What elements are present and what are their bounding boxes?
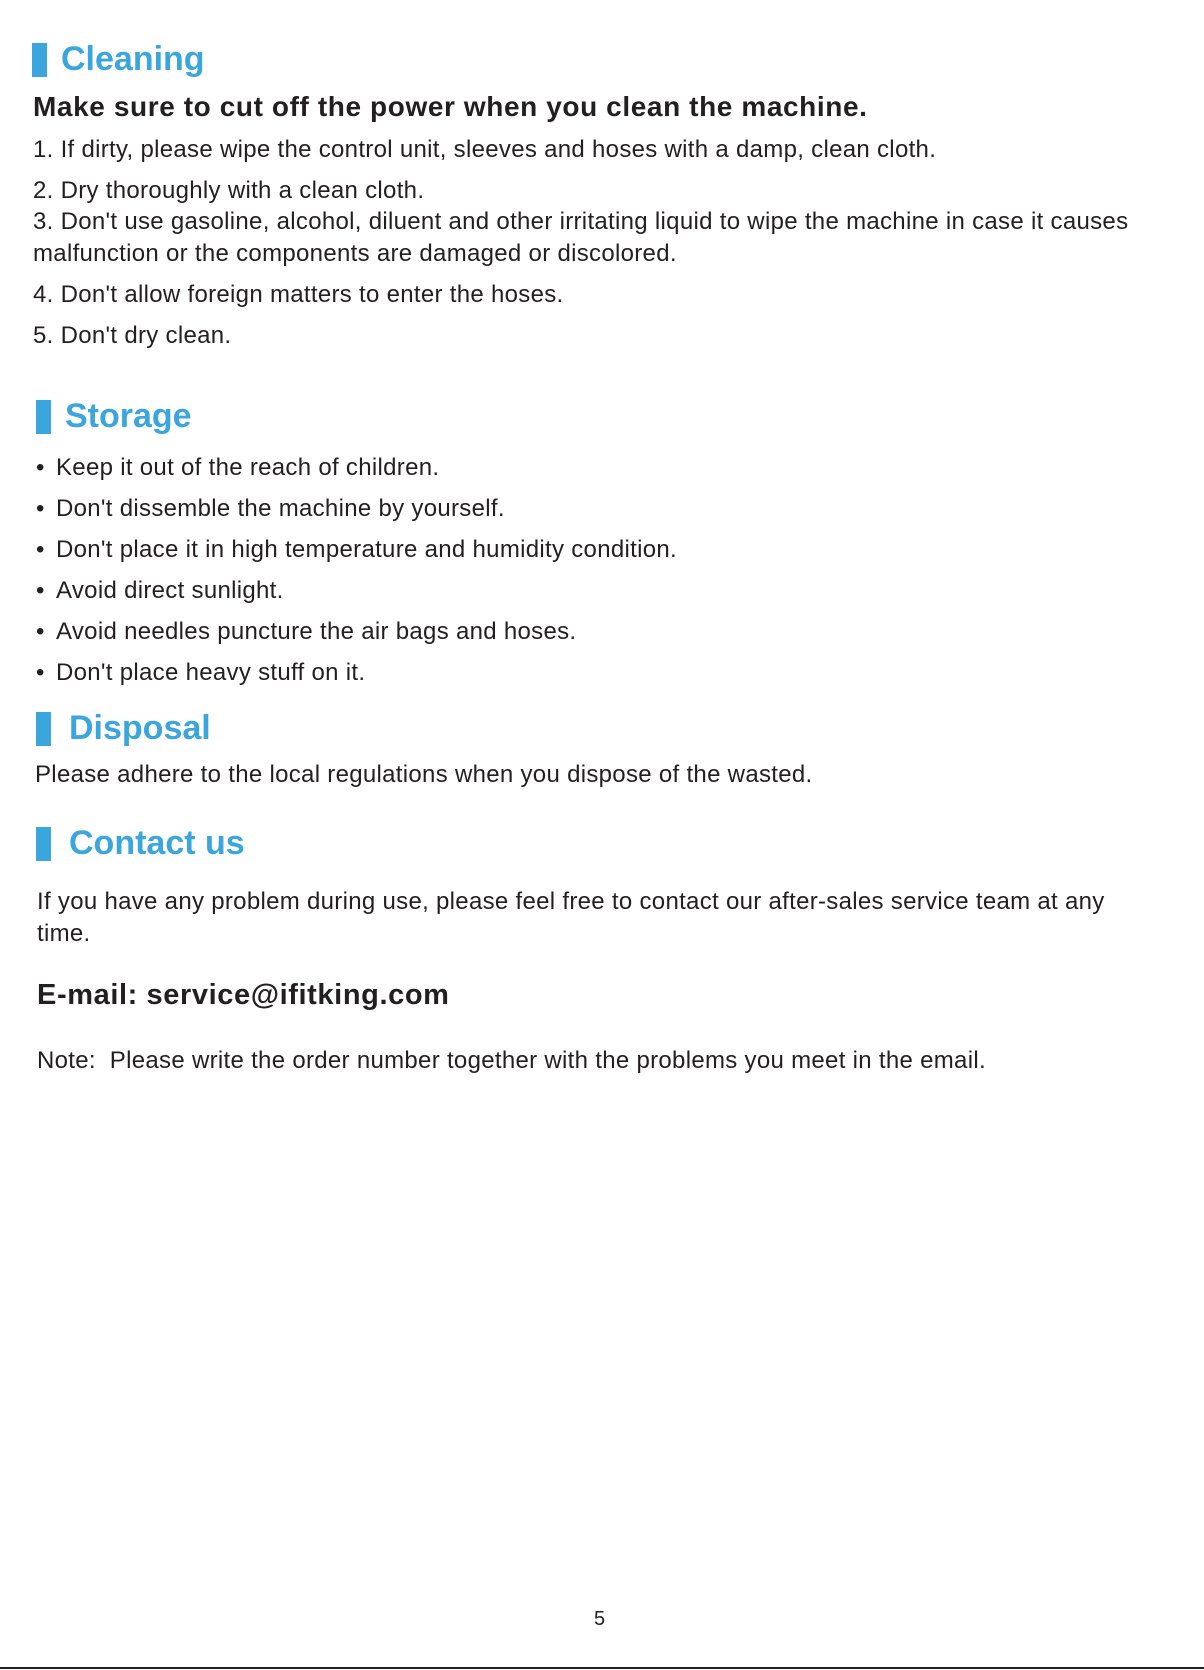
heading-marker (36, 827, 51, 861)
cleaning-item-1: 1. If dirty, please wipe the control unit, sleeves and hoses with a damp, clean cloth. (33, 136, 937, 163)
page-number: 5 (594, 1608, 606, 1630)
storage-heading (36, 397, 192, 436)
storage-item (36, 577, 284, 605)
disposal-heading-text: Disposal (69, 709, 211, 747)
bullet: • (36, 659, 45, 686)
storage-heading-text: Storage (65, 397, 192, 435)
bullet: • (36, 618, 45, 645)
storage-item-text: Don't dissemble the machine by yourself. (56, 495, 505, 522)
footer-rule (0, 1667, 1204, 1669)
disposal-text: Please adhere to the local regulations when you dispose of the wasted. (35, 761, 813, 788)
cleaning-item-4: 4. Don't allow foreign matters to enter the hoses. (33, 281, 564, 308)
contact-heading-text: Contact us (69, 824, 245, 862)
bullet: • (36, 577, 45, 604)
disposal-heading (36, 709, 211, 748)
heading-marker (36, 712, 51, 746)
contact-note: Note: Please write the order number together with the problems you meet in the email. (37, 1047, 986, 1074)
storage-item (36, 454, 439, 482)
cleaning-warning: Make sure to cut off the power when you clean the machine. (33, 91, 868, 122)
cleaning-item-2: 2. Dry thoroughly with a clean cloth. (33, 177, 425, 204)
storage-item-text: Avoid direct sunlight. (56, 577, 284, 604)
heading-marker (32, 43, 47, 77)
storage-item-text: Avoid needles puncture the air bags and hoses. (56, 618, 577, 645)
storage-item (36, 659, 365, 687)
storage-item (36, 618, 576, 646)
bullet: • (36, 536, 45, 563)
storage-item-text: Don't place it in high temperature and humidity condition. (56, 536, 677, 563)
contact-text: If you have any problem during use, please feel free to contact our after-sales service team at any time. (37, 888, 1105, 947)
storage-item (36, 536, 677, 564)
storage-item (36, 495, 505, 523)
cleaning-item-5: 5. Don't dry clean. (33, 322, 232, 349)
cleaning-heading-text: Cleaning (61, 40, 205, 78)
storage-item-text: Keep it out of the reach of children. (56, 454, 440, 481)
bullet: • (36, 454, 45, 481)
contact-heading (36, 824, 245, 863)
contact-email: E-mail: service@ifitking.com (37, 979, 450, 1011)
storage-item-text: Don't place heavy stuff on it. (56, 659, 366, 686)
cleaning-heading (32, 40, 205, 79)
cleaning-item-3: 3. Don't use gasoline, alcohol, diluent and other irritating liquid to wipe the machine in case it causes malfunction or the components are damaged or discolored. (33, 208, 1129, 267)
bullet: • (36, 495, 45, 522)
heading-marker (36, 400, 51, 434)
